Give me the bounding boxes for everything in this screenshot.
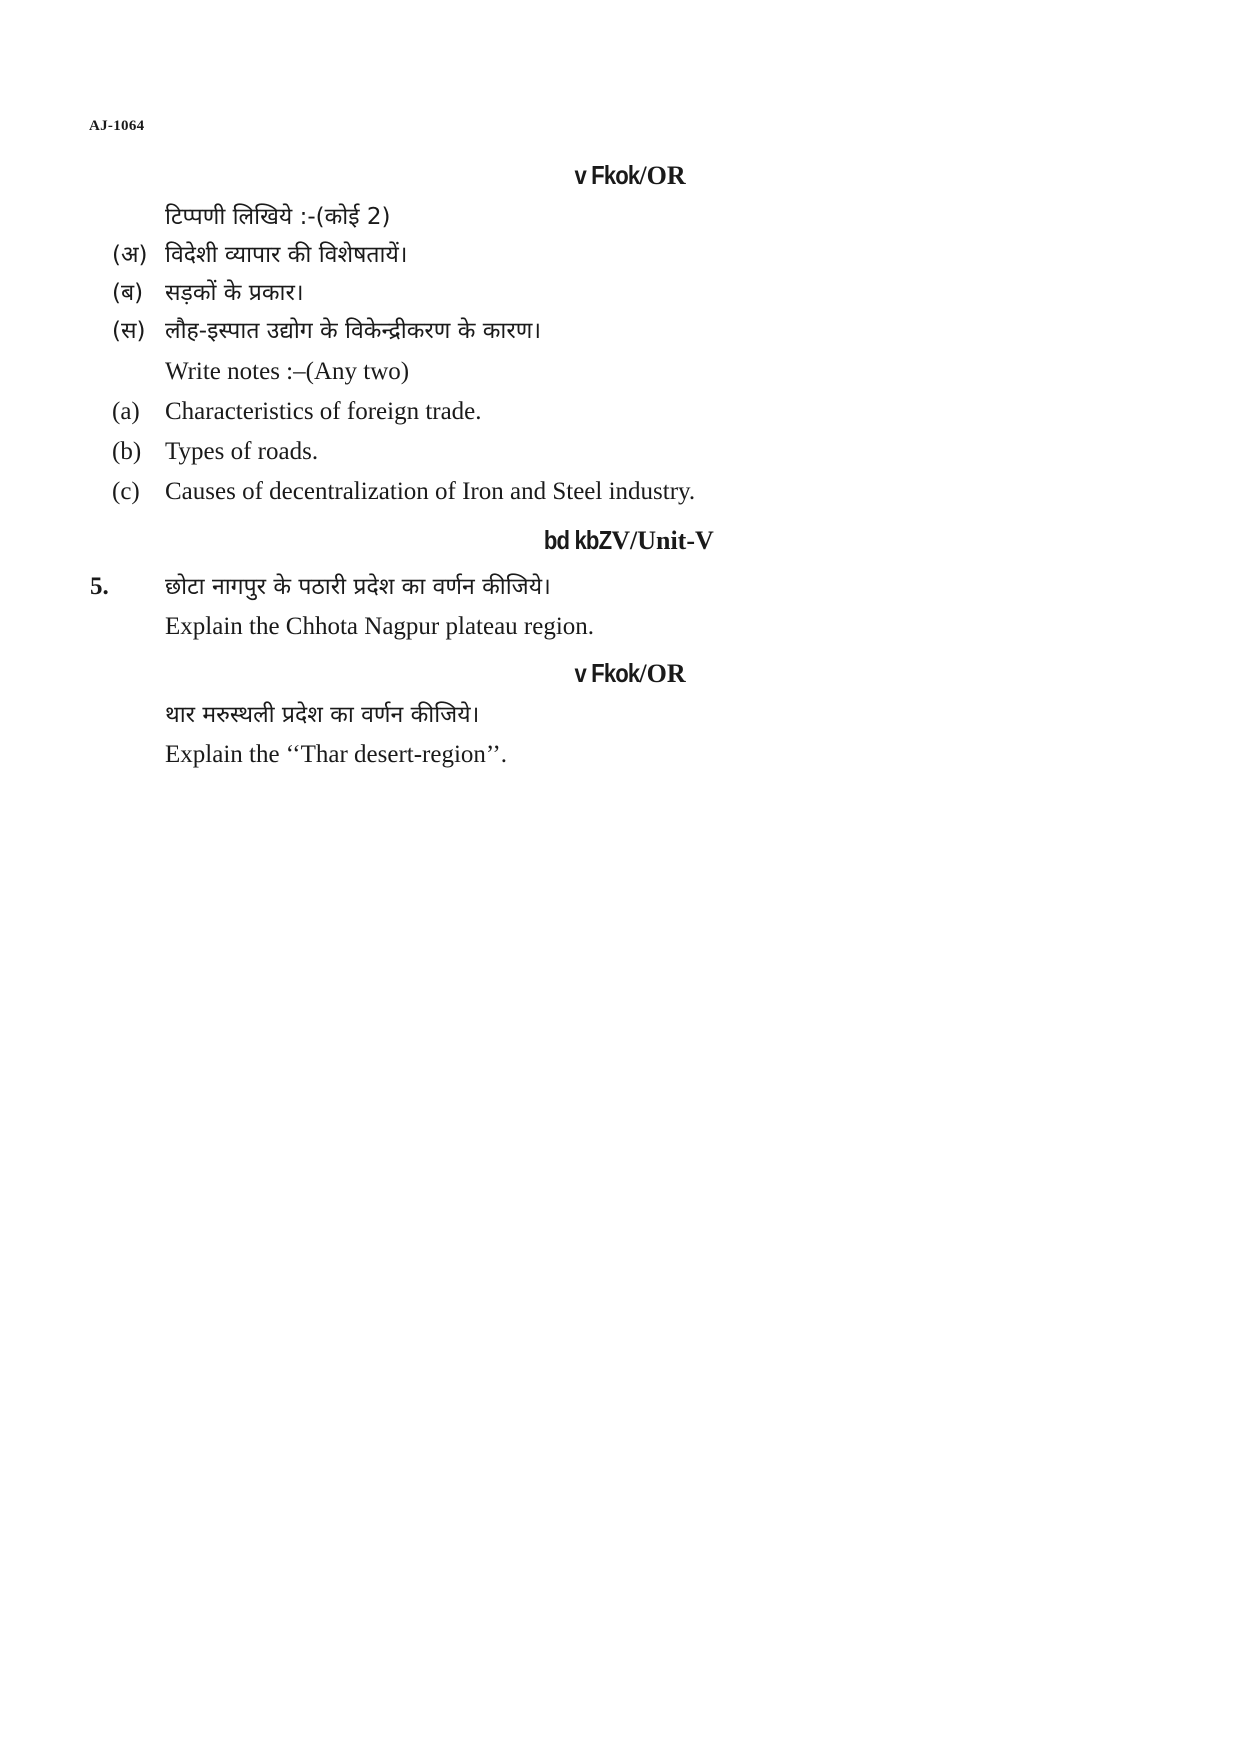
or-heading-text: /OR: [639, 161, 686, 190]
note-item-hindi: विदेशी व्यापार की विशेषतायें।: [165, 242, 408, 268]
item-marker: (b): [112, 438, 142, 465]
unit-heading-text: V/Unit-V: [611, 526, 714, 555]
unit-heading-legacy-text: bd kbZ: [543, 525, 612, 555]
or-heading-text: /OR: [639, 659, 686, 688]
or-heading-legacy-text: v Fkok: [574, 658, 640, 688]
notes-instruction-hindi: टिप्पणी लिखिये :-(कोई 2): [165, 204, 391, 230]
note-item-english: Types of roads.: [165, 438, 319, 465]
question-english: Explain the Chhota Nagpur plateau region.: [165, 613, 595, 640]
item-marker: (स): [112, 318, 146, 344]
unit-heading: [532, 525, 714, 556]
item-marker: (अ): [112, 242, 148, 268]
paper-code: AJ-1064: [89, 118, 145, 134]
or-heading: [563, 160, 686, 191]
question-hindi: छोटा नागपुर के पठारी प्रदेश का वर्णन कीजिये।: [165, 574, 551, 600]
item-marker: (c): [112, 478, 140, 505]
note-item-hindi: सड़कों के प्रकार।: [165, 280, 304, 306]
item-marker: (a): [112, 398, 140, 425]
notes-instruction-english: Write notes :–(Any two): [165, 358, 410, 385]
question-alt-hindi: थार मरुस्थली प्रदेश का वर्णन कीजिये।: [165, 702, 480, 728]
question-number: 5.: [90, 573, 109, 600]
or-heading-legacy-text: v Fkok: [574, 160, 640, 190]
or-heading: [563, 658, 686, 689]
note-item-hindi: लौह-इस्पात उद्योग के विकेन्द्रीकरण के कारण।: [165, 318, 542, 344]
note-item-english: Causes of decentralization of Iron and Steel industry.: [165, 478, 696, 505]
question-alt-english: Explain the ‘‘Thar desert-region’’.: [165, 741, 507, 768]
note-item-english: Characteristics of foreign trade.: [165, 398, 482, 425]
item-marker: (ब): [112, 280, 144, 306]
